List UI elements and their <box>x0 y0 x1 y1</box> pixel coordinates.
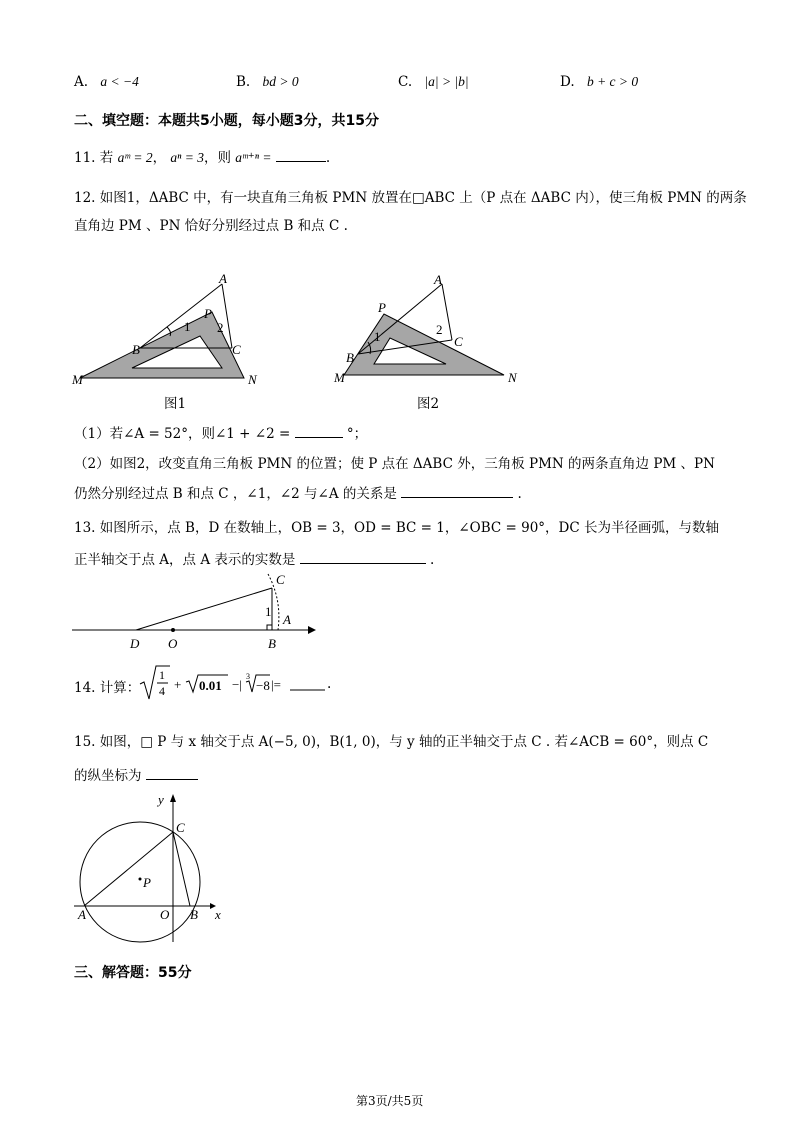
q13-line2 <box>74 548 434 568</box>
right-angle-mark <box>267 625 272 630</box>
fig2-caption: 图2 <box>417 396 440 412</box>
plus-sign: + <box>174 677 182 692</box>
label-b: B <box>132 342 140 357</box>
q13-line1: 13. 如图所示，点 B，D 在数轴上，OB = 3，OD = BC = 1，∠OBC = 90°，DC 长为半径画弧，与数轴 <box>74 520 719 536</box>
q10-option-a <box>74 74 139 90</box>
option-label: B. <box>236 74 251 90</box>
option-expr: bd > 0 <box>262 74 299 89</box>
q12-sub2-line2 <box>74 482 522 502</box>
option-label: C. <box>398 74 413 90</box>
q11-text: 若 <box>99 150 114 166</box>
q12-figure2 <box>334 270 534 400</box>
fraction-numerator: 1 <box>159 668 165 682</box>
q11-text-mid: ，则 <box>204 150 231 166</box>
label-o: O <box>168 636 178 651</box>
option-label: A. <box>74 74 89 90</box>
point-o <box>171 628 175 632</box>
label-a: A <box>283 612 291 627</box>
q12-figure1 <box>72 270 272 400</box>
q15-line2 <box>74 764 198 784</box>
q14 <box>74 676 140 696</box>
q12-line1: 12. 如图1，ΔABC 中，有一块直角三角板 PMN 放置在□ABC 上（P 点在 ΔABC 内），使三角板 PMN 的两条 <box>74 190 747 206</box>
label-2: 2 <box>436 322 443 337</box>
q14-expression <box>140 664 330 704</box>
q12-sub1-answer-blank[interactable] <box>295 425 343 438</box>
label-a: A <box>434 272 442 287</box>
q12-sub1 <box>74 422 367 442</box>
section2-title: 二、填空题：本题共5小题，每小题3分，共15分 <box>74 113 379 129</box>
label-1: 1 <box>265 604 272 619</box>
line-ac <box>442 284 452 340</box>
q15-answer-blank[interactable] <box>146 767 198 780</box>
label-p: P <box>204 306 212 321</box>
option-expr: |a| > |b| <box>424 74 469 89</box>
label-b: B <box>268 636 276 651</box>
label-d: D <box>130 636 140 651</box>
q11 <box>74 146 330 166</box>
q11-answer-blank[interactable] <box>276 149 326 162</box>
label-p: P <box>143 875 151 890</box>
q13-figure <box>72 572 332 652</box>
label-b: B <box>190 907 198 922</box>
label-a: A <box>78 907 86 922</box>
q12-sub2-suffix: . <box>517 486 522 502</box>
q10-option-b <box>236 74 299 90</box>
line-cb <box>173 832 190 906</box>
fig1-caption: 图1 <box>164 396 187 412</box>
circle-p <box>80 822 200 942</box>
label-p: P <box>378 300 386 315</box>
label-b: B <box>346 350 354 365</box>
q14-text: 14. 计算： <box>74 680 141 696</box>
q12-line2: 直角边 PM 、PN 恰好分别经过点 B 和点 C . <box>74 218 348 234</box>
option-label: D. <box>560 74 575 90</box>
q11-expr3: aᵐ⁺ⁿ = <box>235 150 272 165</box>
q11-number: 11. <box>74 150 96 166</box>
q11-sep: ， <box>152 150 167 166</box>
q12-sub2-line1: （2）如图2，改变直角三角板 PMN 的位置；使 P 点在 ΔABC 外，三角板 PMN 的两条直角边 PM 、PN <box>74 456 715 472</box>
q13-answer-blank[interactable] <box>300 551 426 564</box>
cube-root-index: 3 <box>246 672 250 681</box>
label-c: C <box>454 334 463 349</box>
q12-sub1-suffix: °； <box>346 426 368 442</box>
fraction-denominator: 4 <box>159 684 165 698</box>
label-n: N <box>508 370 517 385</box>
q15-line1: 15. 如图，□ P 与 x 轴交于点 A(−5, 0)，B(1, 0)，与 y 轴的正半轴交于点 C . 若∠ACB = 60°，则点 C <box>74 734 709 750</box>
q13-suffix: . <box>429 552 435 568</box>
label-c: C <box>276 572 285 587</box>
label-2: 2 <box>217 320 224 335</box>
radicand-001: 0.01 <box>199 678 222 693</box>
q10-option-d <box>560 74 638 90</box>
q12-sub1-text: （1）若∠A = 52°，则∠1 + ∠2 = <box>74 426 291 442</box>
q10-option-c <box>398 74 469 90</box>
label-c: C <box>176 820 185 835</box>
q12-sub2-answer-blank[interactable] <box>401 485 513 498</box>
q13-text: 正半轴交于点 A，点 A 表示的实数是 <box>74 552 296 568</box>
label-m: M <box>334 370 345 385</box>
abs-close-equals: |= <box>271 677 281 692</box>
line-dc <box>136 588 272 630</box>
arrow-head <box>308 626 316 634</box>
label-a: A <box>219 271 227 286</box>
q15-figure <box>74 792 234 952</box>
label-m: M <box>72 372 83 387</box>
radicand-neg8: −8 <box>256 678 270 693</box>
option-expr: b + c > 0 <box>586 74 639 89</box>
q11-expr2: aⁿ = 3 <box>170 150 204 165</box>
label-y: y <box>158 792 164 807</box>
page-footer: 第3页/共5页 <box>356 1094 424 1108</box>
label-o: O <box>160 907 170 922</box>
q11-expr1: aᵐ = 2 <box>117 150 153 165</box>
q15-text: 的纵坐标为 <box>74 768 142 784</box>
label-1: 1 <box>374 329 381 344</box>
label-c: C <box>232 342 241 357</box>
q12-sub2-text: 仍然分别经过点 B 和点 C ，∠1，∠2 与∠A 的关系是 <box>74 486 397 502</box>
q11-end: . <box>325 150 331 166</box>
y-axis-arrow <box>170 794 176 802</box>
q14-end: . <box>327 676 332 692</box>
label-x: x <box>215 907 221 922</box>
line-ca <box>84 832 173 906</box>
label-1: 1 <box>184 319 191 334</box>
label-n: N <box>248 372 257 387</box>
option-expr: a < −4 <box>100 74 139 89</box>
point-p <box>139 878 142 881</box>
minus-abs: −| <box>232 677 242 692</box>
section3-title: 三、解答题：55分 <box>74 965 192 981</box>
